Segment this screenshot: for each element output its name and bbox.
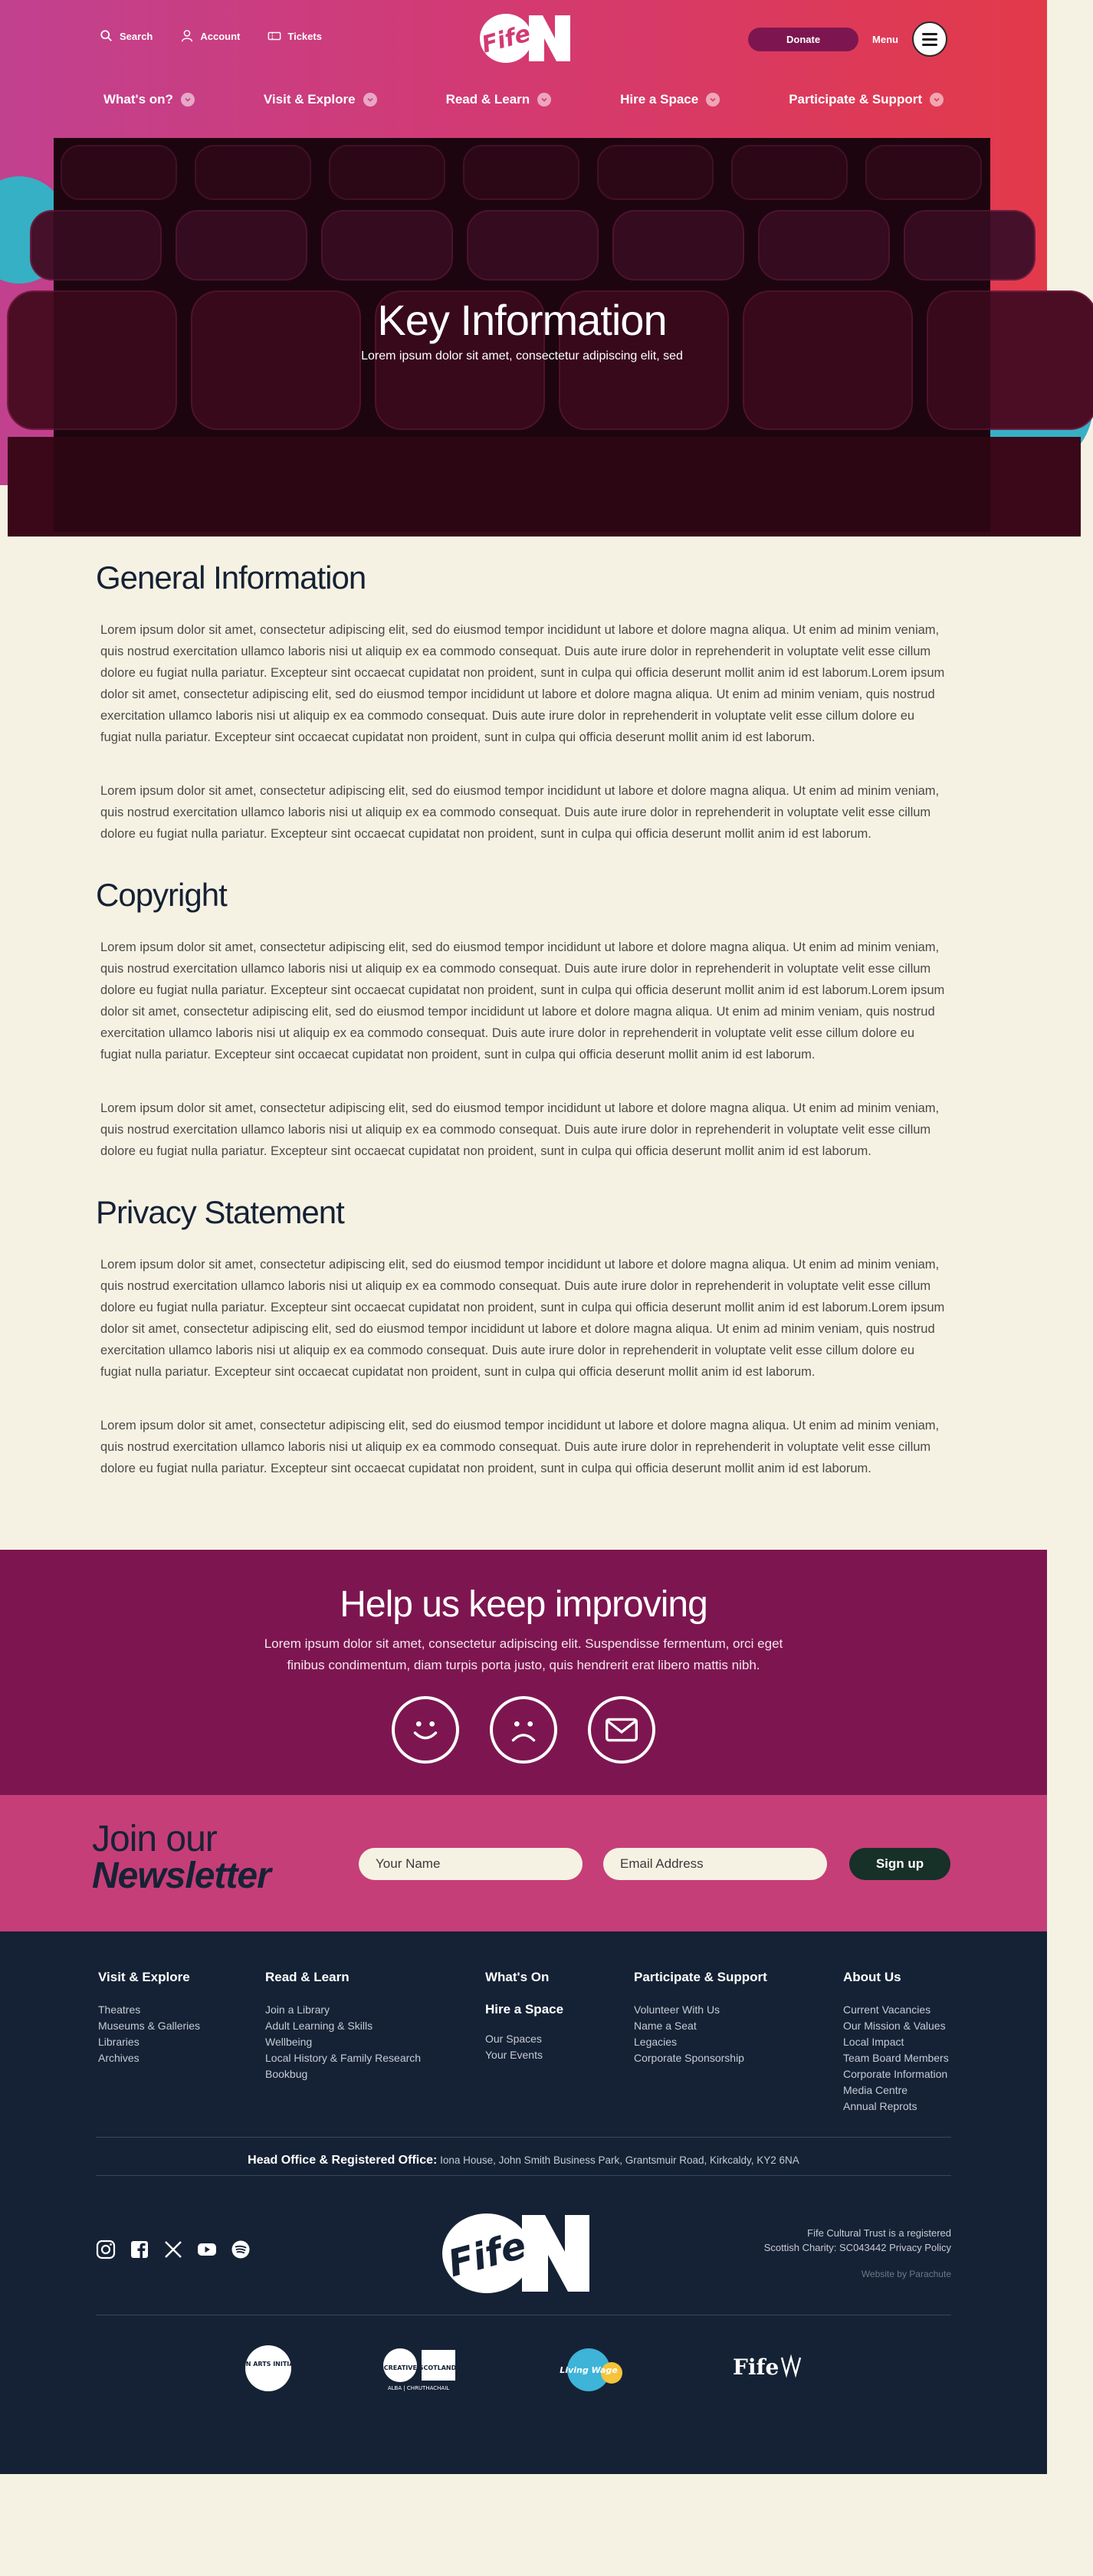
section-copyright [96,877,951,1162]
footer-link[interactable]: Name a Seat [634,2020,697,2032]
newsletter-title-line1: Join our [92,1819,217,1859]
newsletter-name-input[interactable] [359,1848,583,1880]
privacy-policy-link[interactable]: Privacy Policy [889,2242,951,2253]
footer-divider [96,2137,951,2138]
head-office-label: Head Office & Registered Office: [248,2154,438,2167]
facebook-link[interactable] [130,2240,149,2259]
newsletter-signup-button[interactable]: Sign up [849,1848,950,1880]
footer-col-title[interactable]: What's On [485,1970,550,1984]
footer-link[interactable]: Museums & Galleries [98,2020,201,2032]
nav-label: Visit & Explore [263,92,356,107]
mail-button[interactable] [588,1696,655,1764]
menu-button[interactable] [912,21,947,57]
newsletter-section [0,1795,1047,1931]
ticket-icon [268,29,281,43]
chevron-down-icon [706,93,720,107]
search-label: Search [120,30,153,42]
fife-council-logo [733,2351,806,2387]
footer-col-participate-support [634,1970,767,2066]
svg-text:Fife: Fife [443,2223,531,2286]
sad-face-icon [501,1708,546,1752]
nav-read-learn[interactable] [446,92,552,107]
footer-link[interactable]: Legacies [634,2036,678,2048]
x-icon [163,2240,183,2259]
charity-info [764,2226,951,2282]
footer-link[interactable]: Adult Learning & Skills [265,2020,373,2032]
section-paragraph: Lorem ipsum dolor sit amet, consectetur adipiscing elit, sed do eiusmod tempor incididunt ut labore et dolore magna aliqua. Ut enim ad minim veniam, quis nostrud exercitation ullamco laboris nisi ut aliquip ex ea commodo consequat. Duis aute irure dolor in reprehenderit in voluptate velit esse cillum dolore eu fugiat nulla pariatur. Excepteur sint occaecat cupidatat non proident, sunt in culpa qui officia deserunt mollit anim id est laborum. [100,784,940,841]
tickets-label: Tickets [287,30,322,42]
section-title: Privacy Statement [96,1194,344,1230]
footer-link[interactable]: Our Mission & Values [843,2020,946,2032]
footer-link[interactable]: Annual Reprots [843,2100,917,2112]
user-icon [180,29,194,43]
section-paragraph: Lorem ipsum dolor sit amet, consectetur adipiscing elit, sed do eiusmod tempor incididunt ut labore et dolore magna aliqua. Ut enim ad minim veniam, quis nostrud exercitation ullamco laboris nisi ut aliquip ex ea commodo consequat. Duis aute irure dolor in reprehenderit in voluptate velit esse cillum dolore eu fugiat nulla pariatur. Excepteur sint occaecat cupidatat non proident, sunt in culpa qui officia deserunt mollit anim id est laborum. [100,1419,940,1475]
page-title: Key Information [377,296,667,344]
footer-col-title[interactable]: Hire a Space [485,2002,564,2016]
section-paragraph: Lorem ipsum dolor sit amet, consectetur adipiscing elit, sed do eiusmod tempor incididunt ut labore et dolore magna aliqua. Ut enim ad minim veniam, quis nostrud exercitation ullamco laboris nisi ut aliquip ex ea commodo consequat. Duis aute irure dolor in reprehenderit in voluptate velit esse cillum dolore eu fugiat nulla pariatur. Excepteur sint occaecat cupidatat non proident, sunt in culpa qui officia deserunt mollit anim id est laborum. [100,1101,940,1158]
search-icon [100,29,113,43]
utility-links [100,29,322,43]
fife-on-footer-logo[interactable] [439,2212,592,2295]
footer-col-read-learn [265,1970,421,2082]
section-paragraph: Lorem ipsum dolor sit amet, consectetur adipiscing elit, sed do eiusmod tempor incididunt ut labore et dolore magna aliqua. Ut enim ad minim veniam, quis nostrud exercitation ullamco laboris nisi ut aliquip ex ea commodo consequat. Duis aute irure dolor in reprehenderit in voluptate velit esse cillum dolore eu fugiat nulla pariatur. Excepteur sint occaecat cupidatat non proident, sunt in culpa qui officia deserunt mollit anim id est laborum.Lorem ipsum dolor sit amet, consectetur adipiscing elit, sed do eiusmod tempor incididunt ut labore et dolore magna aliqua. Ut enim ad minim veniam, quis nostrud exercitation ullamco laboris nisi ut aliquip ex ea commodo consequat. Duis aute irure dolor in reprehenderit in voluptate velit esse cillum dolore eu fugiat nulla pariatur. Excepteur sint occaecat cupidatat non proident, sunt in culpa qui officia deserunt mollit anim id est laborum. [100,623,945,744]
chevron-down-icon [537,93,551,107]
footer-link[interactable]: Theatres [98,2003,141,2016]
feedback-options [0,1696,1047,1764]
footer-link[interactable]: Your Events [485,2049,543,2061]
creative-scotland-subtext: ALBA | CHRUTHACHAIL [387,2385,450,2391]
feedback-section [0,1550,1047,1795]
spotify-icon [231,2240,251,2259]
top-bar [0,0,1047,77]
x-link[interactable] [163,2240,183,2259]
footer-link[interactable]: Local History & Family Research [265,2052,422,2064]
footer-link[interactable]: Join a Library [265,2003,330,2016]
footer-link[interactable]: Libraries [98,2036,139,2048]
site-footer [0,1931,1047,2474]
header-actions [748,21,947,57]
hamburger-icon [922,44,937,46]
section-privacy-statement [96,1194,951,1479]
nav-label: Participate & Support [789,92,922,107]
chevron-down-icon [363,93,377,107]
chevron-down-icon [930,93,944,107]
footer-link[interactable]: Team Board Members [843,2052,949,2064]
menu-label: Menu [872,33,898,45]
footer-link[interactable]: Our Spaces [485,2033,542,2045]
facebook-icon [130,2240,149,2259]
main-nav [0,92,1047,107]
footer-col-about-us [843,1970,949,2115]
spotify-link[interactable] [231,2240,251,2259]
youtube-link[interactable] [197,2240,217,2259]
youtube-icon [197,2240,217,2259]
nav-hire-space[interactable] [620,92,720,107]
charity-line: Fife Cultural Trust is a registered [807,2227,951,2239]
section-title: Copyright [96,877,227,913]
tickets-link[interactable] [268,29,322,43]
footer-link[interactable]: Bookbug [265,2068,308,2080]
living-wage-text: Living Wage [560,2365,618,2375]
newsletter-title [92,1821,271,1895]
nav-whats-on[interactable] [103,92,195,107]
footer-link[interactable]: Wellbeing [265,2036,313,2048]
footer-col-title: About Us [843,1970,901,1984]
newsletter-email-input[interactable] [603,1848,827,1880]
website-by-link[interactable]: Website by Parachute [861,2269,951,2279]
nav-label: Read & Learn [445,92,530,107]
nav-label: What's on? [103,92,173,107]
hamburger-icon [922,38,937,41]
instagram-link[interactable] [96,2240,116,2259]
creative-scotland-logo [382,2348,458,2391]
hero-banner [54,138,990,532]
footer-link[interactable]: Corporate Sponsorship [634,2052,744,2064]
search-link[interactable] [100,29,153,43]
chevron-down-icon [181,93,195,107]
account-label: Account [200,30,241,42]
social-links [96,2240,251,2259]
footer-col-title: Visit & Explore [98,1970,190,1984]
footer-col-title: Read & Learn [265,1970,350,1984]
nav-label: Hire a Space [620,92,699,107]
footer-link[interactable]: Corporate Information [843,2068,948,2080]
sad-face-button[interactable] [490,1696,557,1764]
fife-on-logo[interactable] [475,12,572,64]
section-general-information [96,560,951,845]
head-office-address: Iona House, John Smith Business Park, Grantsmuir Road, Kirkcaldy, KY2 6NA [440,2154,799,2166]
green-arts-text: GREEN ARTS INITIATIVE [228,2361,309,2368]
donate-button[interactable]: Donate [748,28,858,51]
section-paragraph: Lorem ipsum dolor sit amet, consectetur adipiscing elit, sed do eiusmod tempor incididunt ut labore et dolore magna aliqua. Ut enim ad minim veniam, quis nostrud exercitation ullamco laboris nisi ut aliquip ex ea commodo consequat. Duis aute irure dolor in reprehenderit in voluptate velit esse cillum dolore eu fugiat nulla pariatur. Excepteur sint occaecat cupidatat non proident, sunt in culpa qui officia deserunt mollit anim id est laborum.Lorem ipsum dolor sit amet, consectetur adipiscing elit, sed do eiusmod tempor incididunt ut labore et dolore magna aliqua. Ut enim ad minim veniam, quis nostrud exercitation ullamco laboris nisi ut aliquip ex ea commodo consequat. Duis aute irure dolor in reprehenderit in voluptate velit esse cillum dolore eu fugiat nulla pariatur. Excepteur sint occaecat cupidatat non proident, sunt in culpa qui officia deserunt mollit anim id est laborum. [100,940,945,1062]
page-subtitle: Lorem ipsum dolor sit amet, consectetur adipiscing elit, sed [361,349,683,363]
nav-participate-support[interactable] [789,92,944,107]
happy-face-button[interactable] [392,1696,459,1764]
section-paragraph: Lorem ipsum dolor sit amet, consectetur adipiscing elit, sed do eiusmod tempor incididunt ut labore et dolore magna aliqua. Ut enim ad minim veniam, quis nostrud exercitation ullamco laboris nisi ut aliquip ex ea commodo consequat. Duis aute irure dolor in reprehenderit in voluptate velit esse cillum dolore eu fugiat nulla pariatur. Excepteur sint occaecat cupidatat non proident, sunt in culpa qui officia deserunt mollit anim id est laborum.Lorem ipsum dolor sit amet, consectetur adipiscing elit, sed do eiusmod tempor incididunt ut labore et dolore magna aliqua. Ut enim ad minim veniam, quis nostrud exercitation ullamco laboris nisi ut aliquip ex ea commodo consequat. Duis aute irure dolor in reprehenderit in voluptate velit esse cillum dolore eu fugiat nulla pariatur. Excepteur sint occaecat cupidatat non proident, sunt in culpa qui officia deserunt mollit anim id est laborum. [100,1258,945,1379]
footer-link[interactable]: Archives [98,2052,139,2064]
account-link[interactable] [180,29,240,43]
head-office [0,2154,1047,2167]
charity-line: Scottish Charity: SC043442 [763,2242,887,2253]
fife-council-text: Fife [733,2354,780,2380]
footer-col-title: Participate & Support [634,1970,767,1984]
nav-visit-explore[interactable] [264,92,377,107]
svg-text:Fife: Fife [478,20,533,59]
footer-link[interactable]: Current Vacancies [843,2003,931,2016]
main-content [0,532,1047,1534]
mail-icon [599,1708,644,1752]
feedback-text: Lorem ipsum dolor sit amet, consectetur adipiscing elit. Suspendisse fermentum, orci eget finibus condimentum, diam turpis porta justo, quis hendrerit erat libero mattis nibh. [264,1636,783,1672]
instagram-icon [96,2240,116,2259]
feedback-title: Help us keep improving [340,1584,707,1625]
creative-scotland-text: CREATIVE SCOTLAND [383,2364,457,2371]
newsletter-title-line2: Newsletter [92,1856,271,1896]
footer-col-whats-on [485,1970,563,2063]
living-wage-logo [560,2345,625,2394]
green-arts-initiative-logo [228,2344,309,2393]
footer-col-visit-explore [98,1970,200,2066]
footer-link[interactable]: Local Impact [843,2036,904,2048]
footer-link[interactable]: Media Centre [843,2084,908,2096]
footer-link[interactable]: Volunteer With Us [634,2003,720,2016]
section-title: General Information [96,560,366,596]
happy-face-icon [403,1708,448,1752]
hamburger-icon [922,33,937,35]
footer-divider [96,2175,951,2176]
